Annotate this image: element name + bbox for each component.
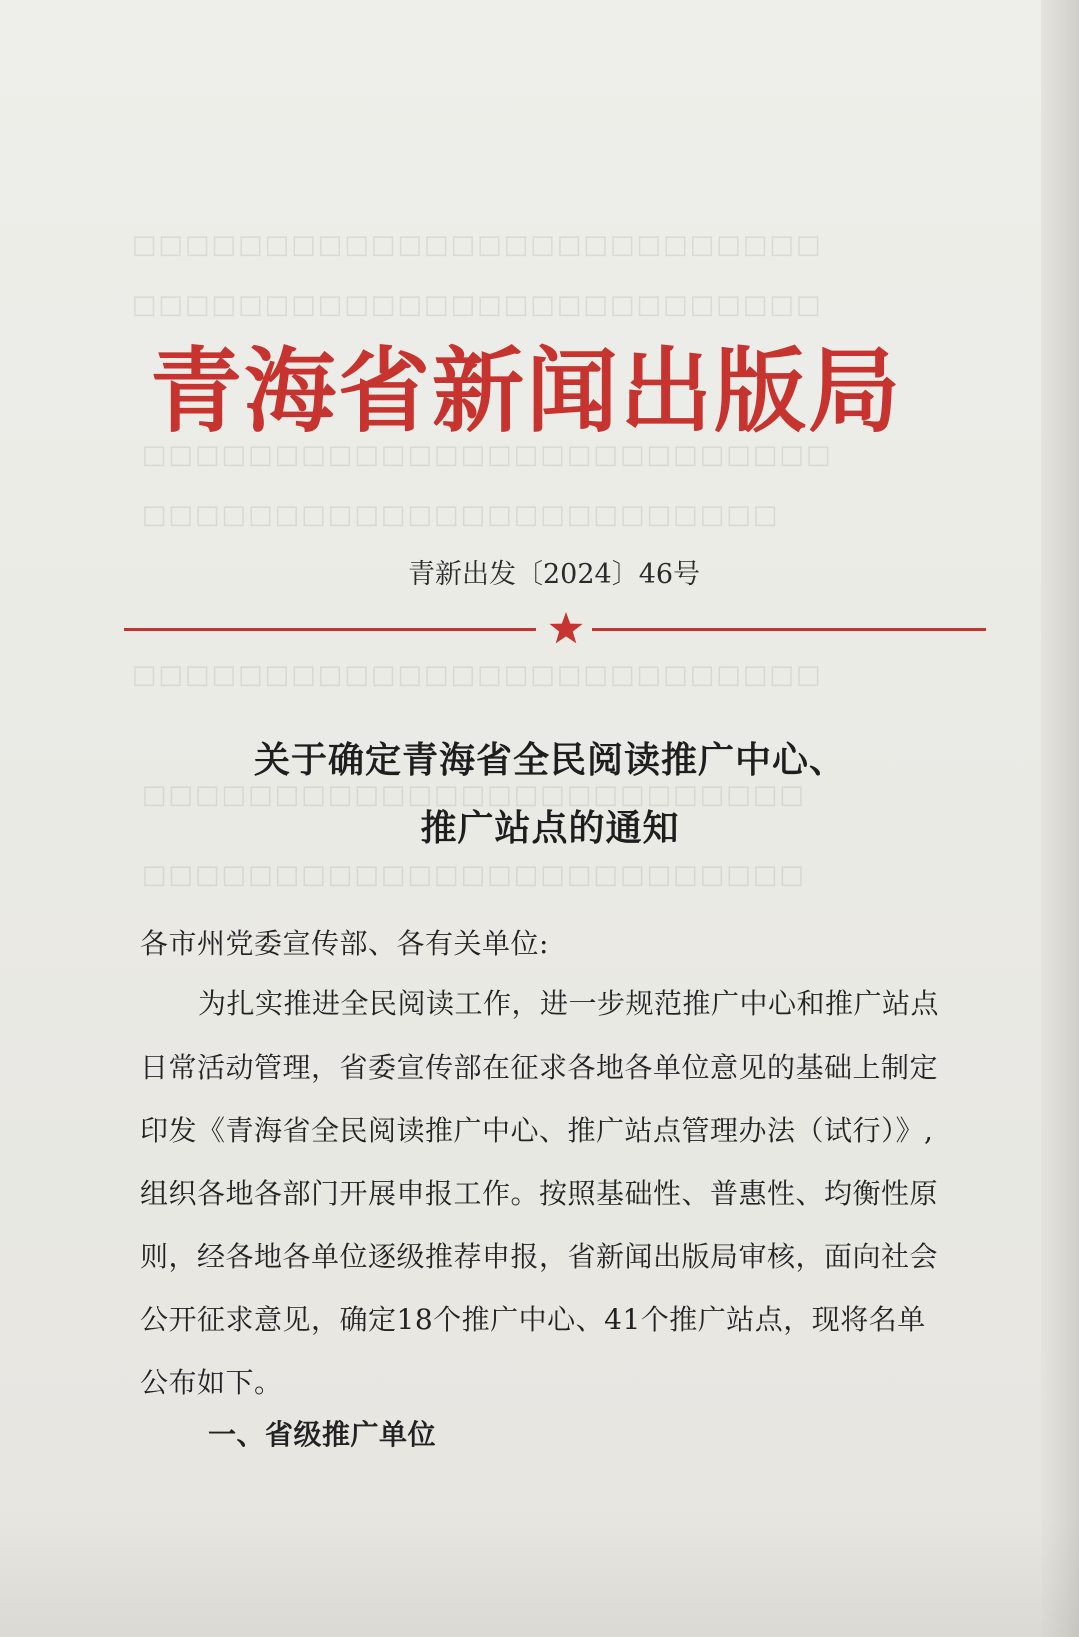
bleed-through-text: □□□□□□□□□□□□□□□□□□□□□□□□□□ <box>130 290 821 320</box>
organization-letterhead: 青海省新闻出版局 <box>150 337 903 445</box>
document-title-line-1: 关于确定青海省全民阅读推广中心、 <box>253 739 846 781</box>
salutation: 各市州党委宣传部、各有关单位: <box>140 927 549 960</box>
paragraph-line: 为扎实推进全民阅读工作，进一步规范推广中心和推广站点 <box>198 987 940 1020</box>
paragraph-line: 公开征求意见，确定18个推广中心、41个推广站点，现将名单 <box>140 1303 926 1336</box>
document-number: 青新出发〔2024〕46号 <box>408 559 701 590</box>
bleed-through-text: □□□□□□□□□□□□□□□□□□□□□□□□□□ <box>130 230 821 260</box>
document-title-line-2: 推广站点的通知 <box>420 807 680 849</box>
page-bottom-shadow <box>0 1517 1079 1637</box>
paragraph-line: 印发《青海省全民阅读推广中心、推广站点管理办法（试行）》, <box>140 1114 934 1147</box>
red-divider-left <box>124 628 536 631</box>
star-icon <box>548 610 584 646</box>
bleed-through-text: □□□□□□□□□□□□□□□□□□□□□□□□□ <box>140 780 805 810</box>
paragraph-line: 则，经各地各单位逐级推荐申报，省新闻出版局审核，面向社会 <box>140 1240 939 1273</box>
section-heading: 一、省级推广单位 <box>208 1418 437 1451</box>
bleed-through-text: □□□□□□□□□□□□□□□□□□□□□□□□□□ <box>140 440 831 470</box>
paragraph-line: 组织各地各部门开展申报工作。按照基础性、普惠性、均衡性原 <box>140 1177 939 1210</box>
red-divider-right <box>592 628 986 631</box>
bleed-through-text: □□□□□□□□□□□□□□□□□□□□□□□□ <box>140 500 778 530</box>
paragraph-line: 公布如下。 <box>140 1366 283 1399</box>
bleed-through-text: □□□□□□□□□□□□□□□□□□□□□□□□□□ <box>130 660 821 690</box>
page-edge-shadow <box>1041 0 1079 1637</box>
bleed-through-text: □□□□□□□□□□□□□□□□□□□□□□□□□ <box>140 860 805 890</box>
paragraph-line: 日常活动管理，省委宣传部在征求各地各单位意见的基础上制定 <box>140 1051 939 1084</box>
